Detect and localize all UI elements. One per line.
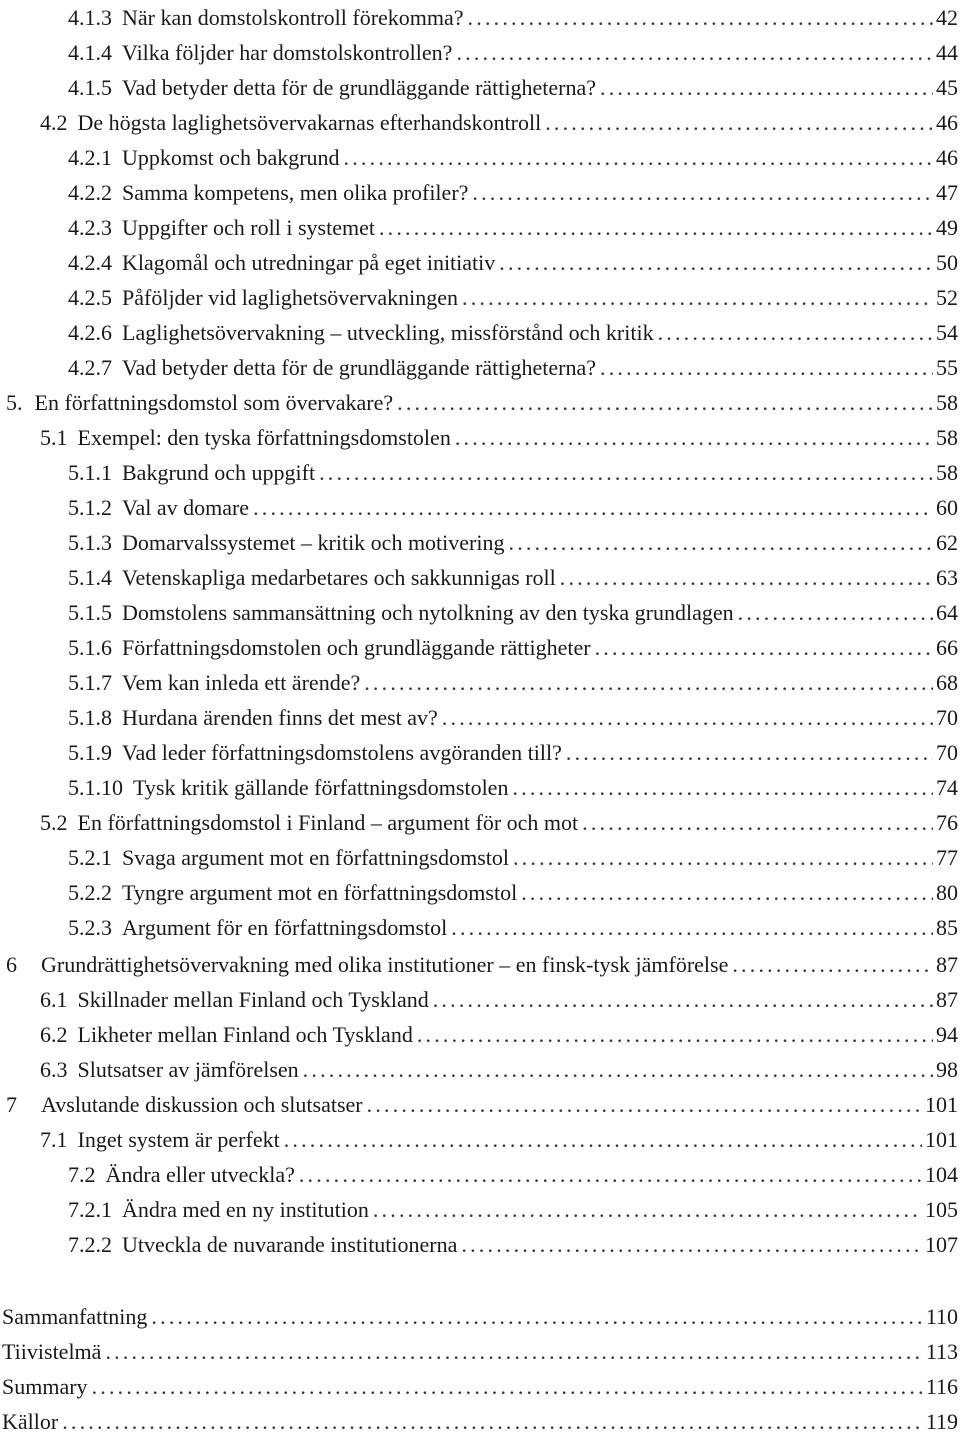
toc-entry-number: 5.1.2 — [68, 495, 112, 520]
dot-leader — [455, 423, 933, 453]
toc-entry-title: Avslutande diskussion och slutsatser — [41, 1092, 363, 1117]
toc-entry[interactable] — [68, 493, 958, 523]
dot-leader — [499, 248, 933, 278]
dot-leader — [456, 38, 933, 68]
toc-entry-title: Uppkomst och bakgrund — [122, 145, 340, 170]
dot-leader — [397, 388, 933, 418]
toc-page-number: 76 — [936, 810, 958, 835]
dot-leader — [379, 213, 933, 243]
toc-page-number: 70 — [936, 705, 958, 730]
toc-page-number: 42 — [936, 5, 958, 30]
toc-page-number: 47 — [936, 180, 958, 205]
toc-page-number: 94 — [936, 1022, 958, 1047]
toc-entry-title: De högsta laglighetsövervakarnas efterhandskontroll — [77, 110, 542, 135]
toc-entry[interactable] — [2, 1407, 958, 1437]
toc-entry-number: 5.2.2 — [68, 880, 112, 905]
toc-page-number: 46 — [936, 145, 958, 170]
toc-entry-title: Laglighetsövervakning – utveckling, missförstånd och kritik — [122, 320, 654, 345]
toc-entry-title: Summary — [2, 1374, 88, 1399]
toc-page-number: 87 — [936, 952, 958, 977]
toc-entry-number: 6.2 — [40, 1022, 68, 1047]
toc-entry-title: Inget system är perfekt — [77, 1127, 280, 1152]
toc-page-number: 74 — [936, 775, 958, 800]
toc-page-number: 80 — [936, 880, 958, 905]
toc-page-number: 45 — [936, 75, 958, 100]
toc-entry-number: 5.1.6 — [68, 635, 112, 660]
toc-entry-number: 4.2.5 — [68, 285, 112, 310]
dot-leader — [566, 738, 933, 768]
toc-entry-title: Sammanfattning — [2, 1304, 148, 1329]
dot-leader — [468, 3, 933, 33]
toc-entry[interactable] — [68, 1230, 958, 1260]
toc-entry[interactable] — [2, 1302, 958, 1332]
toc-entry-title: Svaga argument mot en författningsdomstol — [122, 845, 509, 870]
toc-entry-number: 4.2.4 — [68, 250, 112, 275]
dot-leader — [92, 1372, 923, 1402]
dot-leader — [658, 318, 933, 348]
toc-entry[interactable] — [68, 843, 958, 873]
dot-leader — [433, 985, 933, 1015]
toc-page-number: 58 — [936, 390, 958, 415]
dot-leader — [461, 1230, 922, 1260]
toc-entry[interactable] — [40, 985, 958, 1015]
dot-leader — [284, 1125, 922, 1155]
toc-entry[interactable] — [68, 913, 958, 943]
dot-leader — [512, 773, 933, 803]
toc-entry-number: 5.1.1 — [68, 460, 112, 485]
toc-entry[interactable] — [68, 1195, 958, 1225]
toc-page-number: 110 — [925, 1304, 958, 1329]
dot-leader — [319, 458, 933, 488]
toc-entry-number: 5.1.7 — [68, 670, 112, 695]
toc-entry-title: Val av domare — [122, 495, 250, 520]
toc-entry[interactable] — [68, 318, 958, 348]
toc-entry-number: 5.1.8 — [68, 705, 112, 730]
toc-entry-number: 7 — [6, 1092, 17, 1117]
toc-entry-title: Skillnader mellan Finland och Tyskland — [77, 987, 429, 1012]
toc-page-number: 58 — [936, 425, 958, 450]
toc-entry-title: Vad betyder detta för de grundläggande rättigheterna? — [122, 355, 597, 380]
toc-entry-title: Vad betyder detta för de grundläggande rättigheterna? — [122, 75, 597, 100]
toc-entry-number: 4.2.2 — [68, 180, 112, 205]
toc-entry[interactable] — [6, 388, 958, 418]
toc-entry-title: Uppgifter och roll i systemet — [122, 215, 375, 240]
toc-entry-number: 5.2 — [40, 810, 68, 835]
toc-entry[interactable] — [68, 143, 958, 173]
toc-page-number: 98 — [936, 1057, 958, 1082]
dot-leader — [303, 1055, 933, 1085]
toc-entry[interactable] — [68, 773, 958, 803]
dot-leader — [738, 598, 933, 628]
toc-entry[interactable] — [68, 213, 958, 243]
toc-entry-number: 5.1 — [40, 425, 68, 450]
toc-entry[interactable] — [68, 3, 958, 33]
toc-page-number: 50 — [936, 250, 958, 275]
toc-page-number: 85 — [936, 915, 958, 940]
toc-entry[interactable] — [68, 178, 958, 208]
toc-entry-title: Slutsatser av jämförelsen — [77, 1057, 299, 1082]
toc-entry[interactable] — [68, 73, 958, 103]
toc-page-number: 66 — [936, 635, 958, 660]
toc-entry[interactable] — [68, 633, 958, 663]
toc-entry-title: En författningsdomstol i Finland – argument för och mot — [77, 810, 579, 835]
toc-entry-title: En författningsdomstol som övervakare? — [34, 390, 394, 415]
toc-page-number: 101 — [925, 1127, 958, 1152]
toc-entry-number: 6.1 — [40, 987, 68, 1012]
toc-entry-title: Tysk kritik gällande författningsdomstolen — [133, 775, 509, 800]
toc-entry-title: Domstolens sammansättning och nytolkning av den tyska grundlagen — [122, 600, 734, 625]
toc-page-number: 64 — [936, 600, 958, 625]
toc-entry-title: Samma kompetens, men olika profiler? — [122, 180, 469, 205]
toc-entry-number: 4.1.5 — [68, 75, 112, 100]
toc-entry[interactable] — [40, 108, 958, 138]
toc-entry[interactable] — [68, 738, 958, 768]
toc-entry-number: 4.2 — [40, 110, 68, 135]
toc-entry-number: 6.3 — [40, 1057, 68, 1082]
toc-page-number: 54 — [936, 320, 958, 345]
toc-entry-title: Ändra med en ny institution — [122, 1197, 369, 1222]
toc-entry[interactable] — [2, 1337, 958, 1367]
dot-leader — [451, 913, 933, 943]
toc-entry-title: Vem kan inleda ett ärende? — [122, 670, 361, 695]
dot-leader — [600, 353, 933, 383]
toc-entry-title: Domarvalssystemet – kritik och motivering — [122, 530, 505, 555]
toc-page-number: 52 — [936, 285, 958, 310]
toc-page-number: 119 — [925, 1409, 958, 1434]
toc-page-number: 116 — [925, 1374, 958, 1399]
toc-entry[interactable] — [40, 808, 958, 838]
toc-page-number: 87 — [936, 987, 958, 1012]
toc-entry-title: Likheter mellan Finland och Tyskland — [77, 1022, 413, 1047]
toc-entry-number: 4.2.1 — [68, 145, 112, 170]
toc-page-number: 105 — [925, 1197, 958, 1222]
toc-page-number: 44 — [936, 40, 958, 65]
toc-page-number: 107 — [925, 1232, 958, 1257]
toc-entry-number: 5.1.5 — [68, 600, 112, 625]
toc-entry-number: 5. — [6, 390, 23, 415]
toc-entry-title: När kan domstolskontroll förekomma? — [122, 5, 464, 30]
toc-entry[interactable] — [68, 563, 958, 593]
toc-entry-number: 5.1.4 — [68, 565, 112, 590]
toc-entry-title: Utveckla de nuvarande institutionerna — [122, 1232, 458, 1257]
dot-leader — [442, 703, 933, 733]
toc-page-number: 60 — [936, 495, 958, 520]
dot-leader — [560, 563, 933, 593]
dot-leader — [373, 1195, 922, 1225]
toc-entry[interactable] — [68, 1160, 958, 1190]
toc-entry-title: Klagomål och utredningar på eget initiativ — [122, 250, 496, 275]
toc-page-number: 113 — [925, 1339, 958, 1364]
toc-entry-title: Vilka följder har domstolskontrollen? — [122, 40, 453, 65]
toc-entry-title: Argument för en författningsdomstol — [122, 915, 448, 940]
dot-leader — [367, 1090, 922, 1120]
toc-entry-number: 7.2.1 — [68, 1197, 112, 1222]
toc-entry-title: Tiivistelmä — [2, 1339, 102, 1364]
toc-page-number: 46 — [936, 110, 958, 135]
toc-entry-number: 7.1 — [40, 1127, 68, 1152]
toc-entry-title: Bakgrund och uppgift — [122, 460, 316, 485]
toc-entry[interactable] — [68, 703, 958, 733]
toc-entry-number: 4.2.3 — [68, 215, 112, 240]
toc-entry[interactable] — [40, 1125, 958, 1155]
toc-entry[interactable] — [68, 528, 958, 558]
toc-page-number: 68 — [936, 670, 958, 695]
toc-entry-number: 7.2 — [68, 1162, 96, 1187]
toc-entry-number: 4.1.4 — [68, 40, 112, 65]
toc-page-number: 49 — [936, 215, 958, 240]
toc-entry-title: Påföljder vid laglighetsövervakningen — [122, 285, 459, 310]
toc-entry-title: Vetenskapliga medarbetares och sakkunnigas roll — [122, 565, 556, 590]
toc-page-number: 58 — [936, 460, 958, 485]
toc-entry-title: Ändra eller utveckla? — [105, 1162, 295, 1187]
toc-entry-title: Exempel: den tyska författningsdomstolen — [77, 425, 451, 450]
dot-leader — [253, 493, 933, 523]
dot-leader — [509, 528, 934, 558]
dot-leader — [62, 1407, 923, 1437]
toc-page-number: 77 — [936, 845, 958, 870]
toc-page-number: 62 — [936, 530, 958, 555]
toc-entry-number: 4.2.7 — [68, 355, 112, 380]
toc-entry-number: 5.1.10 — [68, 775, 123, 800]
dot-leader — [105, 1337, 922, 1367]
toc-entry[interactable] — [68, 353, 958, 383]
toc-entry[interactable] — [6, 1090, 958, 1120]
toc-entry[interactable] — [40, 1055, 958, 1085]
toc-entry[interactable] — [40, 1020, 958, 1050]
toc-entry[interactable] — [68, 283, 958, 313]
dot-leader — [582, 808, 933, 838]
toc-page-number: 70 — [936, 740, 958, 765]
toc-entry-title: Hurdana ärenden finns det mest av? — [122, 705, 438, 730]
toc-entry-title: Grundrättighetsövervakning med olika institutioner – en finsk-tysk jämförelse — [41, 952, 729, 977]
toc-page-number: 55 — [936, 355, 958, 380]
toc-entry[interactable] — [68, 668, 958, 698]
toc-entry[interactable] — [40, 423, 958, 453]
toc-entry-number: 6 — [6, 952, 17, 977]
toc-entry-number: 5.2.1 — [68, 845, 112, 870]
toc-entry[interactable] — [68, 38, 958, 68]
toc-entry[interactable] — [68, 248, 958, 278]
dot-leader — [364, 668, 933, 698]
dot-leader — [595, 633, 933, 663]
toc-entry-title: Författningsdomstolen och grundläggande rättigheter — [122, 635, 591, 660]
dot-leader — [462, 283, 933, 313]
dot-leader — [344, 143, 933, 173]
dot-leader — [600, 73, 933, 103]
dot-leader — [732, 950, 933, 980]
dot-leader — [299, 1160, 922, 1190]
toc-entry[interactable] — [2, 1372, 958, 1402]
dot-leader — [472, 178, 933, 208]
toc-entry-number: 4.1.3 — [68, 5, 112, 30]
toc-entry-title: Källor — [2, 1409, 59, 1434]
toc-entry[interactable] — [6, 950, 958, 980]
dot-leader — [417, 1020, 933, 1050]
toc-entry-title: Tyngre argument mot en författningsdomstol — [122, 880, 518, 905]
toc-entry-title: Vad leder författningsdomstolens avgöranden till? — [122, 740, 562, 765]
dot-leader — [521, 878, 933, 908]
toc-entry[interactable] — [68, 878, 958, 908]
dot-leader — [151, 1302, 922, 1332]
toc-page-number: 63 — [936, 565, 958, 590]
toc-entry[interactable] — [68, 598, 958, 628]
toc-page-number: 104 — [925, 1162, 958, 1187]
toc-entry-number: 5.2.3 — [68, 915, 112, 940]
toc-entry[interactable] — [68, 458, 958, 488]
toc-entry-number: 5.1.9 — [68, 740, 112, 765]
dot-leader — [545, 108, 933, 138]
dot-leader — [513, 843, 933, 873]
toc-entry-number: 5.1.3 — [68, 530, 112, 555]
toc-page-number: 101 — [925, 1092, 958, 1117]
toc-entry-number: 7.2.2 — [68, 1232, 112, 1257]
toc-entry-number: 4.2.6 — [68, 320, 112, 345]
